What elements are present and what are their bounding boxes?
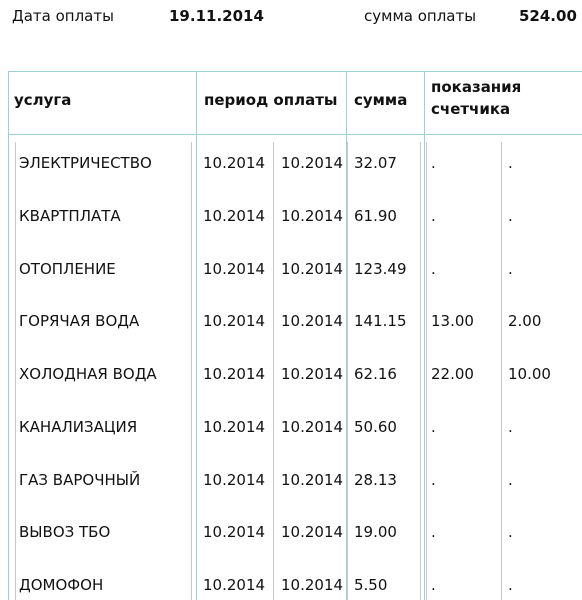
cell-meter-2: . [508,471,513,489]
cell-left-service [15,142,16,600]
cell-divider-period-mid [273,142,274,600]
cell-meter-1: . [431,207,436,225]
cell-meter-1: 22.00 [431,365,474,383]
cell-meter-2: 2.00 [508,312,542,330]
cell-period-from: 10.2014 [203,471,266,489]
col-divider-period [196,71,197,600]
cell-period-from: 10.2014 [203,207,266,225]
cell-meter-2: 10.00 [508,365,551,383]
header-period: период оплаты [204,91,338,109]
cell-period-from: 10.2014 [203,312,266,330]
cell-meter-2: . [508,260,513,278]
cell-divider-meter-mid [501,142,502,600]
cell-service: ОТОПЛЕНИЕ [19,260,116,278]
cell-meter-2: . [508,523,513,541]
cell-period-from: 10.2014 [203,365,266,383]
cell-amount: 141.15 [354,312,407,330]
table-top-border [8,71,582,72]
cell-service: КВАРТПЛАТА [19,207,121,225]
cell-period-to: 10.2014 [281,576,344,594]
payment-date-value: 19.11.2014 [169,7,264,25]
cell-meter-2: . [508,418,513,436]
cell-amount: 62.16 [354,365,397,383]
cell-divider-amount-right [420,142,421,600]
cell-period-to: 10.2014 [281,471,344,489]
table-left-border [8,71,9,600]
cell-service: ХОЛОДНАЯ ВОДА [19,365,157,383]
table-header-border [8,134,582,135]
cell-amount: 123.49 [354,260,407,278]
cell-service: ГОРЯЧАЯ ВОДА [19,312,140,330]
cell-amount: 50.60 [354,418,397,436]
cell-period-from: 10.2014 [203,523,266,541]
payment-sum-value: 524.00 [519,7,577,25]
col-divider-meter [424,71,425,600]
cell-divider-meter-left [426,142,427,600]
cell-period-from: 10.2014 [203,576,266,594]
cell-service: ДОМОФОН [19,576,104,594]
cell-meter-2: . [508,154,513,172]
cell-period-from: 10.2014 [203,260,266,278]
cell-right-service [191,142,192,600]
cell-period-to: 10.2014 [281,312,344,330]
cell-period-from: 10.2014 [203,154,266,172]
cell-meter-1: . [431,260,436,278]
cell-period-to: 10.2014 [281,418,344,436]
cell-amount: 5.50 [354,576,388,594]
cell-service: КАНАЛИЗАЦИЯ [19,418,138,436]
cell-meter-1: . [431,154,436,172]
payment-date-label: Дата оплаты [12,7,114,25]
cell-meter-1: 13.00 [431,312,474,330]
cell-meter-1: . [431,471,436,489]
header-amount: сумма [354,91,408,109]
cell-amount: 32.07 [354,154,397,172]
cell-service: ГАЗ ВАРОЧНЫЙ [19,471,141,489]
cell-amount: 61.90 [354,207,397,225]
cell-meter-1: . [431,523,436,541]
header-meter: показания счетчика [431,78,522,118]
cell-meter-1: . [431,576,436,594]
cell-amount: 28.13 [354,471,397,489]
cell-divider-period-right [347,142,348,600]
payment-sum-label: сумма оплаты [364,7,477,25]
cell-period-to: 10.2014 [281,260,344,278]
cell-period-to: 10.2014 [281,523,344,541]
cell-period-to: 10.2014 [281,365,344,383]
cell-meter-2: . [508,576,513,594]
cell-meter-1: . [431,418,436,436]
cell-period-to: 10.2014 [281,154,344,172]
header-service: услуга [14,91,72,109]
cell-period-to: 10.2014 [281,207,344,225]
cell-amount: 19.00 [354,523,397,541]
cell-service: ВЫВОЗ ТБО [19,523,111,541]
cell-service: ЭЛЕКТРИЧЕСТВО [19,154,152,172]
cell-meter-2: . [508,207,513,225]
cell-period-from: 10.2014 [203,418,266,436]
